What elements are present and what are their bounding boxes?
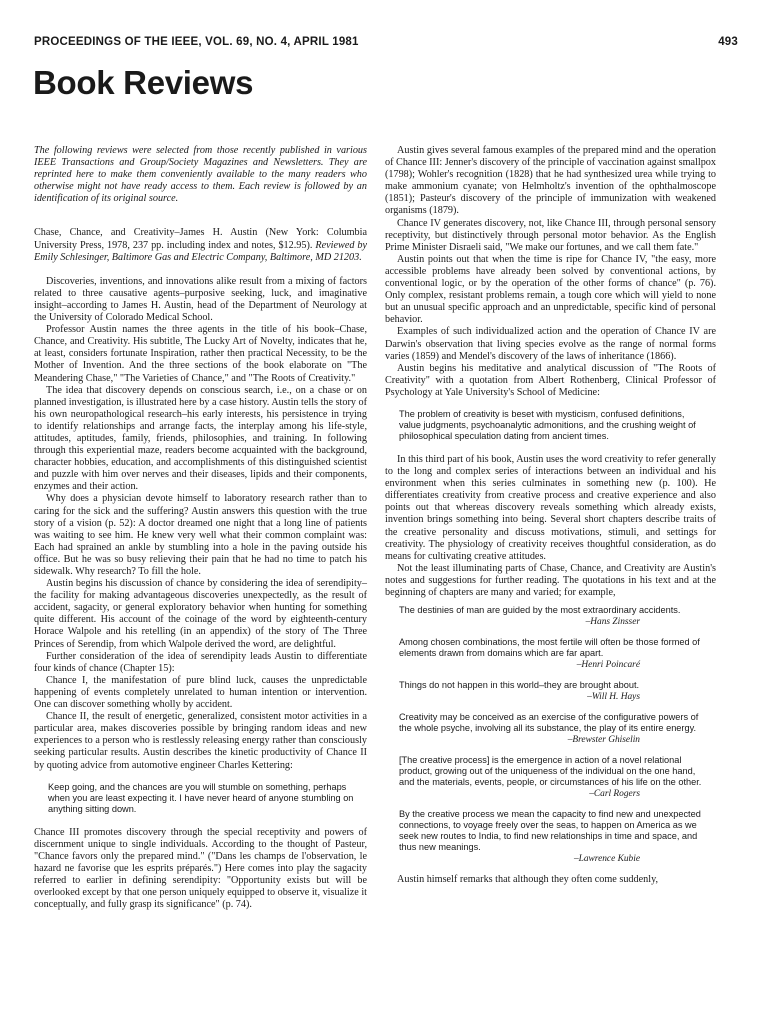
body-paragraph: Chance I, the manifestation of pure blind luck, causes the unpredictable happening of events completely unrelated to human intention or intervention. One can discover something wholly by accident.: [34, 674, 367, 711]
body-paragraph: Examples of such individualized action and the operation of Chance IV are Darwin's observation that living species evolve as the range of normal forms varies (1859) and Mendel's discovery of the laws of inheritance (1866).: [385, 326, 716, 362]
quotation: [399, 809, 710, 865]
quotation-text: Among chosen combinations, the most fertile will often be those formed of elements drawn from domains which are far apart.: [399, 637, 700, 659]
quotation: [399, 755, 710, 800]
body-paragraph: Professor Austin names the three agents in the title of his book–Chase, Chance, and Creativity. His subtitle, The Lucky Art of Novelty, indicates that he, at least, considers fortunate Inspiration, rather then practical Necessity, to be the Mother of Invention. And the three sections of the book elaborate on "The Meandering Chase," "The Varieties of Chance," and "The Roots of Creativity.": [34, 324, 367, 384]
body-paragraph: Chance IV generates discovery, not, like Chance III, through personal sensory receptivity, but distinctively through personal motor behavior. As the English Prime Minister Disraeli said, "We make our fortunes, and we call them fate.": [385, 217, 716, 253]
quotation-attribution: –Hans Zinsser: [585, 617, 640, 628]
quotation-attribution: –Henri Poincaré: [576, 660, 640, 671]
book-citation: Chase, Chance, and Creativity–James H. Austin (New York: Columbia University Press, 1978, 237 pp. including index and notes, $12.95).: [34, 227, 367, 251]
body-paragraph: Austin begins his discussion of chance by considering the idea of serendipity–the facility for making advantageous discoveries unexpectedly, as the result of accident, sagacity, or general exploratory behavior when hunting for something quite different. His account of the coinage of the word by eighteenth-century Horace Walpole and his retelling (in an appendix) of the story of The Three Princes of Serendip, from which Walpole derived the word, are delightful.: [34, 578, 367, 650]
body-paragraph: Chance III promotes discovery through the special receptivity and powers of discernment unique to single individuals. According to the thought of Pasteur, "Chance favors only the prepared mind." ("Dans les champs de l'observation, le hazard ne favorise que les esprits préparés.") Here comes into play the sagacity referred to earlier in defining serendipity: "Opportunity exists but will be overlooked except by that one person uniquely equipped to observe it, visualize it conceptually, and fully grasp its significance" (p. 74).: [34, 826, 367, 911]
quotation: [399, 680, 710, 703]
running-header: [34, 36, 738, 48]
quotation: [399, 605, 710, 628]
quotation-text: The destinies of man are guided by the most extraordinary accidents.: [399, 605, 681, 616]
quotation-attribution: –Lawrence Kubie: [573, 854, 640, 865]
quotation-list: [385, 605, 716, 865]
body-paragraph: Austin gives several famous examples of the prepared mind and the operation of Chance III: Jenner's discovery of the principle of vaccination against smallpox (1798); Wohler's recognition (1828) that he had synthesized urea while trying to make ammonium cyanate; von Helmholtz's invention of the ophthalmoscope (1851); Pasteur's discovery of the principle of immunization with weakened organisms (1879).: [385, 145, 716, 217]
quotation-attribution: –Brewster Ghiselin: [567, 735, 640, 746]
section-intro: The following reviews were selected from those recently published in various IEEE Transactions and Group/Society Magazines and Newsletters. They are reprinted here to make them conveniently available to the many readers who otherwise might not have ready access to them. Each review is followed by an identification of its original source.: [34, 145, 367, 205]
block-quote-kettering: Keep going, and the chances are you will stumble on something, perhaps when you are least expecting it. I have never heard of anyone stumbling on anything sitting down.: [48, 781, 354, 814]
right-column: [385, 145, 716, 886]
left-column: [34, 145, 367, 911]
quotation-text: Creativity may be conceived as an exercise of the configurative powers of the whole psyche, involving all its substance, the play of its entire energy.: [399, 712, 699, 734]
quotation: [399, 637, 710, 671]
body-paragraph: Austin begins his meditative and analytical discussion of "The Roots of Creativity" with a quotation from Albert Rothenberg, Clinical Professor of Psychology at Yale University's School of Medicine:: [385, 362, 716, 398]
quotation-attribution: –Will H. Hays: [587, 692, 640, 703]
review-citation: [34, 227, 367, 263]
quotation-attribution: –Carl Rogers: [589, 789, 640, 800]
quotation: [399, 712, 710, 746]
body-paragraph: Austin himself remarks that although they often come suddenly,: [397, 874, 659, 886]
section-title: Book Reviews: [33, 64, 254, 101]
body-paragraph: Not the least illuminating parts of Chase, Chance, and Creativity are Austin's notes and suggestions for further reading. The quotations in his text and at the beginning of chapters are many and varied; for example,: [385, 562, 716, 598]
reviewer-credit: Reviewed by Emily Schlesinger, Baltimore Gas and Electric Company, Baltimore, MD 21203.: [34, 239, 368, 263]
body-paragraph: In this third part of his book, Austin uses the word creativity to refer generally to the long and complex series of interactions between an individual and his environment when this series culminates in something new (p. 100). He differentiates creativity from creative process and creative experience and also points out that whereas discovery reveals something which already exists, invention brings something into being. Several short chapters describe traits of the creative personality and discuss motivations, stimuli, and settings for creativity. The physiology of creativity receives thoughtful consideration, as do means for cultivating creative attitudes.: [385, 453, 716, 562]
page-number: 493: [718, 36, 738, 48]
body-paragraph: Discoveries, inventions, and innovations alike result from a mixing of factors related to three causative agents–purposive seeking, luck, and imaginative insight–according to James H. Austin, head of the Department of Neurology at the University of Colorado Medical School.: [34, 275, 367, 324]
quotation-text: [The creative process] is the emergence in action of a novel relational product, growing out of the uniqueness of the individual on the one hand, and the materials, events, people, or circumstances of his life on the other.: [399, 755, 702, 788]
body-paragraph: The idea that discovery depends on conscious search, i.e., on a chase or on planned investigation, is illustrated here by a case history. Austin tells the story of his own neuropathological research–his early interests, his persistence in trying to identify relationships and arrange facts, the interplay among his life-style, attitudes, aptitudes, family, friends, philosophies, and training. In following through this experiential maze, readers become acquainted with the background, character hobbies, education, and accomplishments of this distinguished scientist and puzzle with him over nerves and their diseases, lipids and their components, enzymes and their action.: [34, 384, 367, 493]
quotation-text: Things do not happen in this world–they are brought about.: [399, 680, 640, 691]
quotation-text: By the creative process we mean the capacity to find new and unexpected connections, to voyage freely over the seas, to happen on America as we seek new routes to India, to find new relationships in time and space, and thus new meanings.: [399, 809, 701, 853]
block-quote-rothenberg: The problem of creativity is beset with mysticism, confused definitions, value judgments, psychoanalytic admonitions, and the crushing weight of philosophical speculation dating from ancient times.: [399, 408, 696, 441]
body-paragraph: Further consideration of the idea of serendipity leads Austin to differentiate four kinds of chance (Chapter 15):: [34, 650, 367, 674]
body-paragraph: Why does a physician devote himself to laboratory research rather than to caring for the sick and the suffering? Austin answers this question with the true story of a vision (p. 52): A doctor dreamed one night that a long line of patients was waiting to see him. He knew very well what their common complaint was: Each had sprained an ankle by stumbling into a hole in the paving outside his office. But he was so busy relieving their pain that he had no time to patch his sidewalk. Why research? To fill the hole.: [34, 493, 367, 577]
journal-citation: PROCEEDINGS OF THE IEEE, VOL. 69, NO. 4, APRIL 1981: [34, 36, 359, 48]
body-paragraph: Chance II, the result of energetic, generalized, consistent motor activities in a particular area, makes discoveries possible by bringing random ideas and new experiences to a person who is restlessly releasing energy rather than consciously seeking particular results. Austin describes the kinetic productivity of Chance II by quoting advice from automotive engineer Charles Kettering:: [34, 711, 367, 771]
body-paragraph: Austin points out that when the time is ripe for Chance IV, "the easy, more accessible problems have already been solved by conventional actions, by conventional logic, or by the operation of the other forms of chance" (p. 76). Only complex, resistant problems remain, a tough core which will yield to none but an unusual specific approach and an unpredictable, specific kind of personal behavior.: [385, 253, 716, 326]
